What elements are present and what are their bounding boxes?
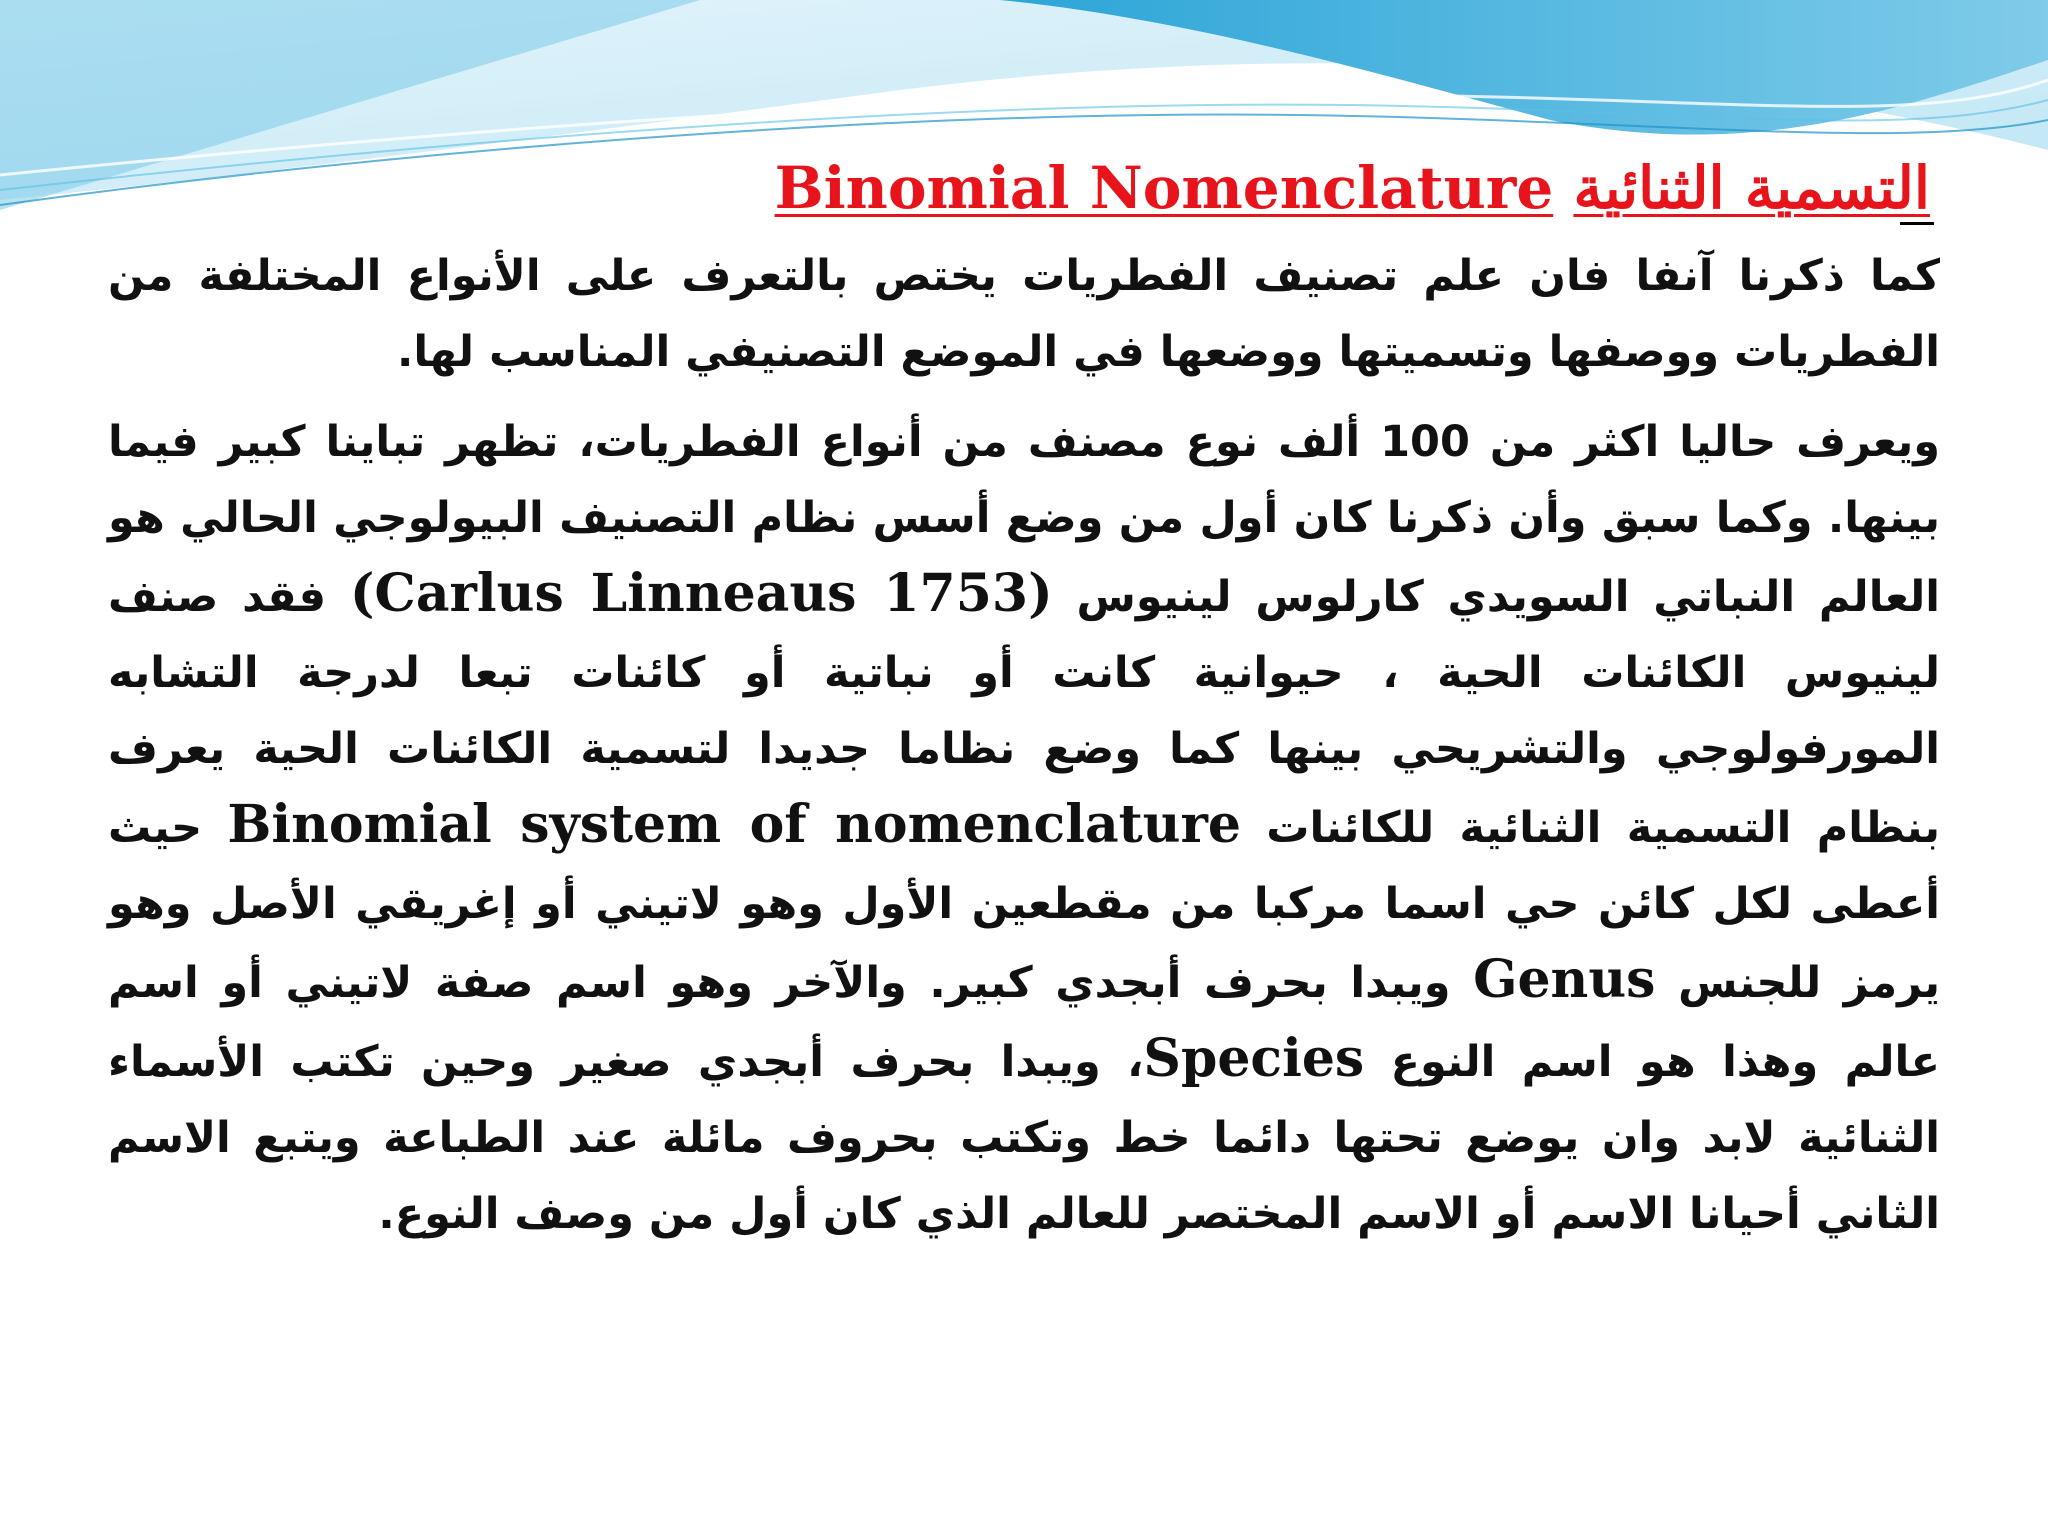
paragraph-2-text-d: ويبدا بحرف أبجدي كبير. والآخر وهو اسم صفة لاتيني أو اسم عالم وهذا هو اسم النوع (108, 958, 1940, 1087)
title-underline-tail (1900, 222, 1934, 225)
species-term: Species (1143, 1028, 1365, 1089)
title-arabic: التسمية الثنائية (1573, 154, 1930, 222)
body-text (108, 238, 1940, 1266)
genus-term: Genus (1473, 949, 1656, 1010)
paragraph-2-text-e: ، ويبدا بحرف أبجدي صغير وحين تكتب الأسماء الثنائية لابد وان يوضع تحتها دائما خط وتكتب بحروف مائلة عند الطباعة ويتبع الاسم الثاني أحيانا الاسم أو الاسم المختصر للعالم الذي كان أول من وصف النوع. (108, 1037, 1940, 1239)
paragraph-1 (108, 238, 1940, 390)
title-latin: Binomial Nomenclature (774, 154, 1554, 222)
paragraph-2 (108, 404, 1940, 1252)
paragraph-1-text: كما ذكرنا آنفا فان علم تصنيف الفطريات يختص بالتعرف على الأنواع المختلفة من الفطريات ووصفها وتسميتها ووضعها في الموضع التصنيفي المناسب لها. (108, 251, 1940, 377)
paragraph-2-text-c: حيث أعطى لكل كائن حي اسما مركبا من مقطعين الأول وهو لاتيني أو إغريقي الأصل وهو يرمز للجنس (108, 803, 1940, 1008)
paragraph-2-text-a: ويعرف حاليا اكثر من 100 ألف نوع مصنف من أنواع الفطريات، تظهر تباينا كبير فيما بينها. وكما سبق وأن ذكرنا كان أول من وضع أسس نظام التصنيف البيولوجي الحالي هو العالم النباتي السويدي كارلوس لينيوس (108, 417, 1941, 622)
binomial-system-term: Binomial system of nomenclature (227, 794, 1241, 855)
paragraph-2-text-b: فقد صنف لينيوس الكائنات الحية ، حيوانية كانت أو نباتية أو كائنات تبعا لدرجة التشابه المورفولوجي والتشريحي بينها كما وضع نظاما جديدا لتسمية الكائنات الحية يعرف بنظام التسمية الثنائية للكائنات (108, 572, 1940, 853)
linnaeus-latin-name: (Carlus Linneaus 1753) (349, 563, 1053, 624)
slide-title (700, 142, 1930, 234)
